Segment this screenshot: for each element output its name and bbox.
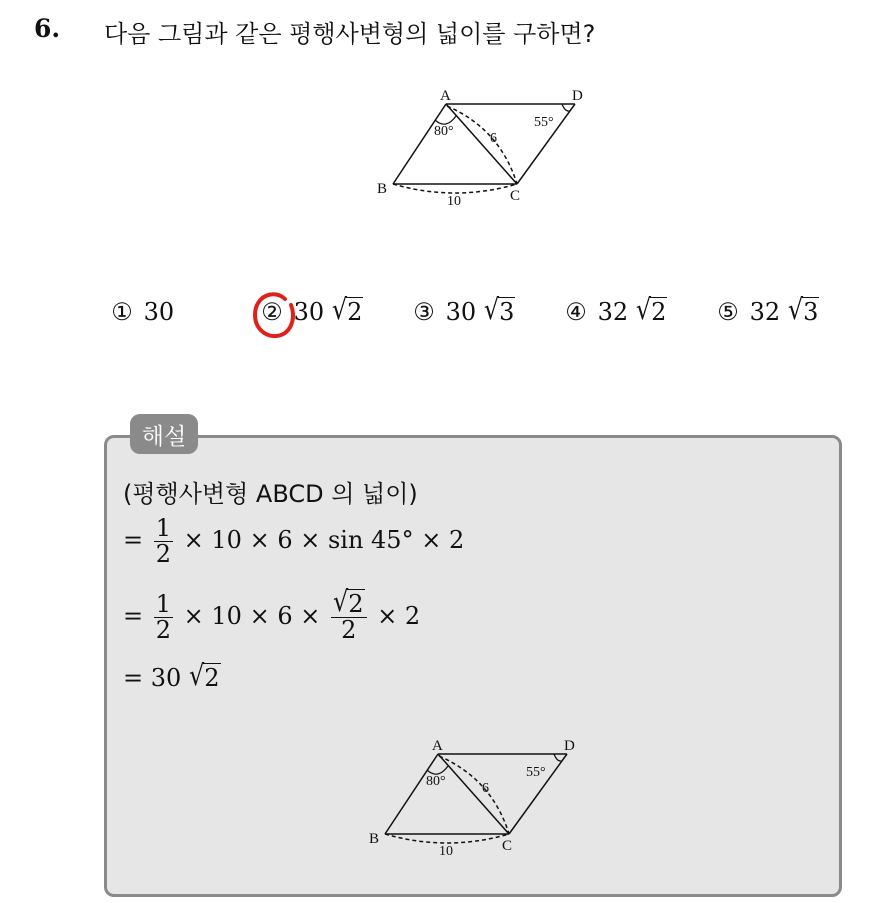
base-length-label: 10 [439,844,453,859]
choice-1-value: 30 [143,298,175,326]
solution-line-2-rest: × 10 × 6 × sin 45° × 2 [183,526,465,555]
sqrt-symbol: √2 [332,585,364,619]
choice-1-mark: ① [111,298,133,326]
choice-1[interactable] [108,298,174,326]
solution-line-2 [123,516,464,567]
label-c: C [502,838,513,854]
choice-4-coef: 32 [597,298,629,326]
solution-line-1 [123,474,418,509]
solution-line-3-eq: = [123,602,144,631]
fraction-denominator: 2 [155,616,172,645]
choice-4[interactable] [562,292,667,326]
fraction-denominator: 2 [155,540,172,569]
diagonal-length-label: 6 [482,781,489,796]
choice-3-sqrt: √3 [483,292,515,326]
solution-line-3-rest: × 2 [377,602,421,631]
solution-line-2-eq: = [123,526,144,555]
label-d: D [564,738,575,754]
solution-line-4-sqrt: √2 [188,658,220,692]
choice-3[interactable] [410,292,515,326]
choice-2-coef: 30 [293,298,325,326]
label-c: C [510,188,521,204]
solution-parallelogram-figure [352,734,612,864]
fraction-denominator: 2 [331,617,367,643]
solution-line-4 [123,658,221,692]
choice-2-mark: ② [261,298,283,326]
solution-line-3-mid: × 10 × 6 × [183,602,321,631]
choice-5[interactable] [714,292,819,326]
question-text: 다음 그림과 같은 평행사변형의 넓이를 구하면? [104,20,596,48]
label-b: B [369,831,380,847]
solution-line-4-radicand: 2 [204,664,220,692]
choice-5-coef: 32 [749,298,781,326]
solution-tag: 해설 [130,414,198,454]
fraction-numerator [331,585,367,619]
label-d: D [572,88,583,104]
fraction-one-half [154,592,173,643]
choice-5-sqrt: √3 [787,292,819,326]
fraction-numerator: 1 [155,590,172,618]
choice-3-coef: 30 [445,298,477,326]
choice-4-radicand: 2 [651,298,667,326]
fraction-root2-over-2 [331,585,367,645]
choice-4-mark: ④ [565,298,587,326]
diagonal-length-label: 6 [490,131,497,146]
question-number: 6. [34,14,61,43]
choice-3-mark: ③ [413,298,435,326]
label-b: B [377,181,388,197]
base-length-label: 10 [447,194,461,209]
solution-line-1-text: (평행사변형 ABCD 의 넓이) [123,480,418,508]
solution-line-4-eq: = [123,664,144,692]
choice-4-sqrt: √2 [635,292,667,326]
solution-line-3 [123,585,421,645]
parallelogram-figure [360,84,620,214]
fraction-numerator: 1 [155,514,172,542]
label-a: A [440,88,451,104]
fraction-one-half [154,516,173,567]
choice-5-mark: ⑤ [717,298,739,326]
solution-line-4-coef: 30 [150,664,182,692]
answer-choices [108,292,848,334]
label-a: A [432,738,443,754]
sqrt-radicand: 2 [348,590,364,618]
angle-d-label: 55° [526,765,546,780]
choice-5-radicand: 3 [803,298,819,326]
angle-a-label: 80° [426,774,446,789]
answer-circle-mark [251,291,295,341]
angle-a-label: 80° [434,124,454,139]
angle-d-label: 55° [534,115,554,130]
choice-2-sqrt: √2 [331,292,363,326]
choice-3-radicand: 3 [499,298,515,326]
choice-2-radicand: 2 [347,298,363,326]
